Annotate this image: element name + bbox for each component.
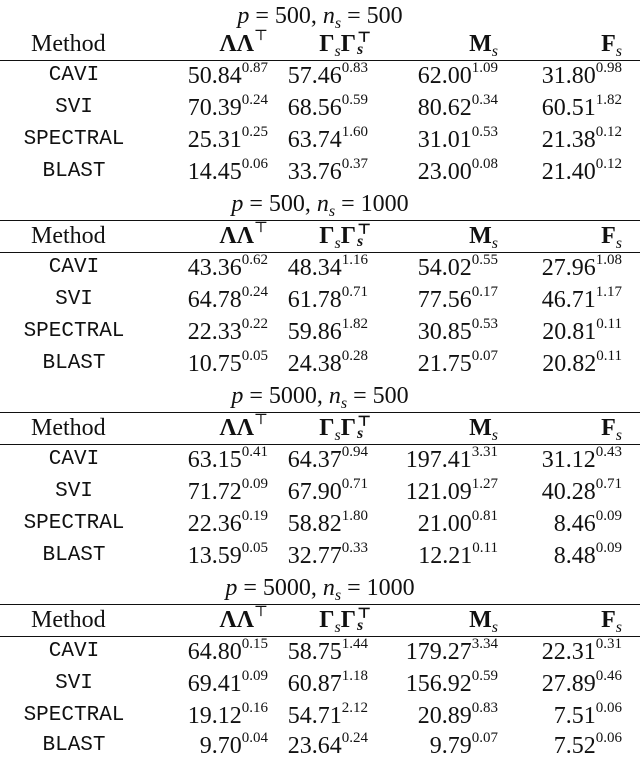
value-cell: $60.51^{1.82}$ — [541, 92, 622, 121]
table-row — [0, 348, 640, 380]
value-cell: $24.38^{0.28}$ — [287, 348, 368, 377]
header-row — [0, 220, 640, 252]
value-cell: $63.74^{1.60}$ — [287, 124, 368, 153]
value-cell: $31.12^{0.43}$ — [541, 444, 622, 473]
header-method: Method — [31, 415, 106, 441]
value-cell: $22.31^{0.31}$ — [541, 636, 622, 665]
header-m: $M_s$ — [469, 415, 498, 444]
header-f: $F_s$ — [601, 31, 622, 60]
header-method: Method — [31, 31, 106, 57]
header-row — [0, 412, 640, 444]
value-cell: $20.82^{0.11}$ — [542, 348, 622, 377]
header-m: $M_s$ — [469, 607, 498, 636]
value-cell: $13.59^{0.05}$ — [187, 540, 268, 569]
value-cell: $57.46^{0.83}$ — [287, 60, 368, 89]
value-cell: $21.40^{0.12}$ — [541, 156, 622, 185]
value-cell: $62.00^{1.09}$ — [417, 60, 498, 89]
header-row — [0, 28, 640, 60]
value-cell: $48.34^{1.16}$ — [287, 252, 368, 281]
value-cell: $21.00^{0.81}$ — [417, 508, 498, 537]
header-loadings: ΛΛ⊤ — [219, 604, 268, 633]
value-cell: $8.46^{0.09}$ — [553, 508, 622, 537]
table-row — [0, 730, 640, 762]
table-row — [0, 316, 640, 348]
value-cell: $59.86^{1.82}$ — [287, 316, 368, 345]
table-row — [0, 252, 640, 284]
header-gamma: $\Gamma_s\Gamma$ ⊤ s — [319, 30, 372, 60]
block-title: p = 5000, $n_s = 1000$ — [225, 575, 415, 604]
header-loadings: ΛΛ⊤ — [219, 412, 268, 441]
value-cell: $20.89^{0.83}$ — [417, 700, 498, 729]
table-row — [0, 636, 640, 668]
value-cell: $179.27^{3.34}$ — [405, 636, 498, 665]
value-cell: $64.80^{0.15}$ — [187, 636, 268, 665]
method-name: BLAST — [42, 734, 106, 757]
table-row — [0, 476, 640, 508]
method-name: BLAST — [42, 352, 106, 375]
value-cell: $58.75^{1.44}$ — [287, 636, 368, 665]
value-cell: $27.96^{1.08}$ — [541, 252, 622, 281]
method-name: SPECTRAL — [23, 512, 125, 535]
value-cell: $32.77^{0.33}$ — [287, 540, 368, 569]
block-title: p = 500, $n_s = 500$ — [237, 3, 403, 32]
table-row — [0, 92, 640, 124]
method-name: CAVI — [48, 640, 100, 663]
value-cell: $40.28^{0.71}$ — [541, 476, 622, 505]
header-f: $F_s$ — [601, 415, 622, 444]
table-row — [0, 700, 640, 732]
value-cell: $77.56^{0.17}$ — [417, 284, 498, 313]
table-row — [0, 284, 640, 316]
method-name: SPECTRAL — [23, 320, 125, 343]
method-name: SVI — [55, 288, 93, 311]
table-row — [0, 540, 640, 572]
table-row — [0, 668, 640, 700]
table-block-p500-n500 — [0, 0, 640, 192]
table-row — [0, 156, 640, 188]
value-cell: $68.56^{0.59}$ — [287, 92, 368, 121]
header-m: $M_s$ — [469, 31, 498, 60]
header-method: Method — [31, 223, 106, 249]
value-cell: $20.81^{0.11}$ — [542, 316, 622, 345]
value-cell: $43.36^{0.62}$ — [187, 252, 268, 281]
value-cell: $30.85^{0.53}$ — [417, 316, 498, 345]
value-cell: $21.38^{0.12}$ — [541, 124, 622, 153]
value-cell: $23.64^{0.24}$ — [287, 730, 368, 759]
value-cell: $19.12^{0.16}$ — [187, 700, 268, 729]
header-gamma: $\Gamma_s\Gamma$ ⊤ s — [319, 606, 372, 636]
value-cell: $67.90^{0.71}$ — [287, 476, 368, 505]
value-cell: $27.89^{0.46}$ — [541, 668, 622, 697]
value-cell: $31.80^{0.98}$ — [541, 60, 622, 89]
value-cell: $7.51^{0.06}$ — [553, 700, 622, 729]
header-f: $F_s$ — [601, 223, 622, 252]
value-cell: $121.09^{1.27}$ — [405, 476, 498, 505]
value-cell: $50.84^{0.87}$ — [187, 60, 268, 89]
value-cell: $10.75^{0.05}$ — [187, 348, 268, 377]
method-name: SPECTRAL — [23, 128, 125, 151]
table-row — [0, 124, 640, 156]
value-cell: $12.21^{0.11}$ — [418, 540, 498, 569]
value-cell: $9.70^{0.04}$ — [199, 730, 268, 759]
value-cell: $60.87^{1.18}$ — [287, 668, 368, 697]
method-name: CAVI — [48, 64, 100, 87]
value-cell: $31.01^{0.53}$ — [417, 124, 498, 153]
value-cell: $8.48^{0.09}$ — [553, 540, 622, 569]
method-name: CAVI — [48, 256, 100, 279]
value-cell: $197.41^{3.31}$ — [405, 444, 498, 473]
value-cell: $33.76^{0.37}$ — [287, 156, 368, 185]
value-cell: $63.15^{0.41}$ — [187, 444, 268, 473]
value-cell: $22.33^{0.22}$ — [187, 316, 268, 345]
value-cell: $69.41^{0.09}$ — [187, 668, 268, 697]
method-name: SPECTRAL — [23, 704, 125, 727]
method-name: SVI — [55, 480, 93, 503]
value-cell: $156.92^{0.59}$ — [405, 668, 498, 697]
header-m: $M_s$ — [469, 223, 498, 252]
table-row — [0, 508, 640, 540]
value-cell: $54.71^{2.12}$ — [287, 700, 368, 729]
table-row — [0, 444, 640, 476]
value-cell: $71.72^{0.09}$ — [187, 476, 268, 505]
table-block-p5000-n500 — [0, 380, 640, 572]
value-cell: $9.79^{0.07}$ — [429, 730, 498, 759]
value-cell: $7.52^{0.06}$ — [553, 730, 622, 759]
header-loadings: ΛΛ⊤ — [219, 220, 268, 249]
value-cell: $21.75^{0.07}$ — [417, 348, 498, 377]
value-cell: $80.62^{0.34}$ — [417, 92, 498, 121]
method-name: SVI — [55, 672, 93, 695]
value-cell: $70.39^{0.24}$ — [187, 92, 268, 121]
method-name: BLAST — [42, 544, 106, 567]
header-f: $F_s$ — [601, 607, 622, 636]
value-cell: $46.71^{1.17}$ — [541, 284, 622, 313]
method-name: CAVI — [48, 448, 100, 471]
value-cell: $54.02^{0.55}$ — [417, 252, 498, 281]
header-loadings: ΛΛ⊤ — [219, 28, 268, 57]
value-cell: $58.82^{1.80}$ — [287, 508, 368, 537]
method-name: SVI — [55, 96, 93, 119]
table-block-p500-n1000 — [0, 188, 640, 380]
header-method: Method — [31, 607, 106, 633]
method-name: BLAST — [42, 160, 106, 183]
value-cell: $61.78^{0.71}$ — [287, 284, 368, 313]
value-cell: $25.31^{0.25}$ — [187, 124, 268, 153]
header-gamma: $\Gamma_s\Gamma$ ⊤ s — [319, 222, 372, 252]
header-row — [0, 604, 640, 636]
value-cell: $64.37^{0.94}$ — [287, 444, 368, 473]
value-cell: $14.45^{0.06}$ — [187, 156, 268, 185]
value-cell: $23.00^{0.08}$ — [417, 156, 498, 185]
table-row — [0, 60, 640, 92]
value-cell: $22.36^{0.19}$ — [187, 508, 268, 537]
value-cell: $64.78^{0.24}$ — [187, 284, 268, 313]
table-block-p5000-n1000 — [0, 572, 640, 764]
header-gamma: $\Gamma_s\Gamma$ ⊤ s — [319, 414, 372, 444]
block-title: p = 500, $n_s = 1000$ — [231, 191, 409, 220]
block-title: p = 5000, $n_s = 500$ — [231, 383, 409, 412]
